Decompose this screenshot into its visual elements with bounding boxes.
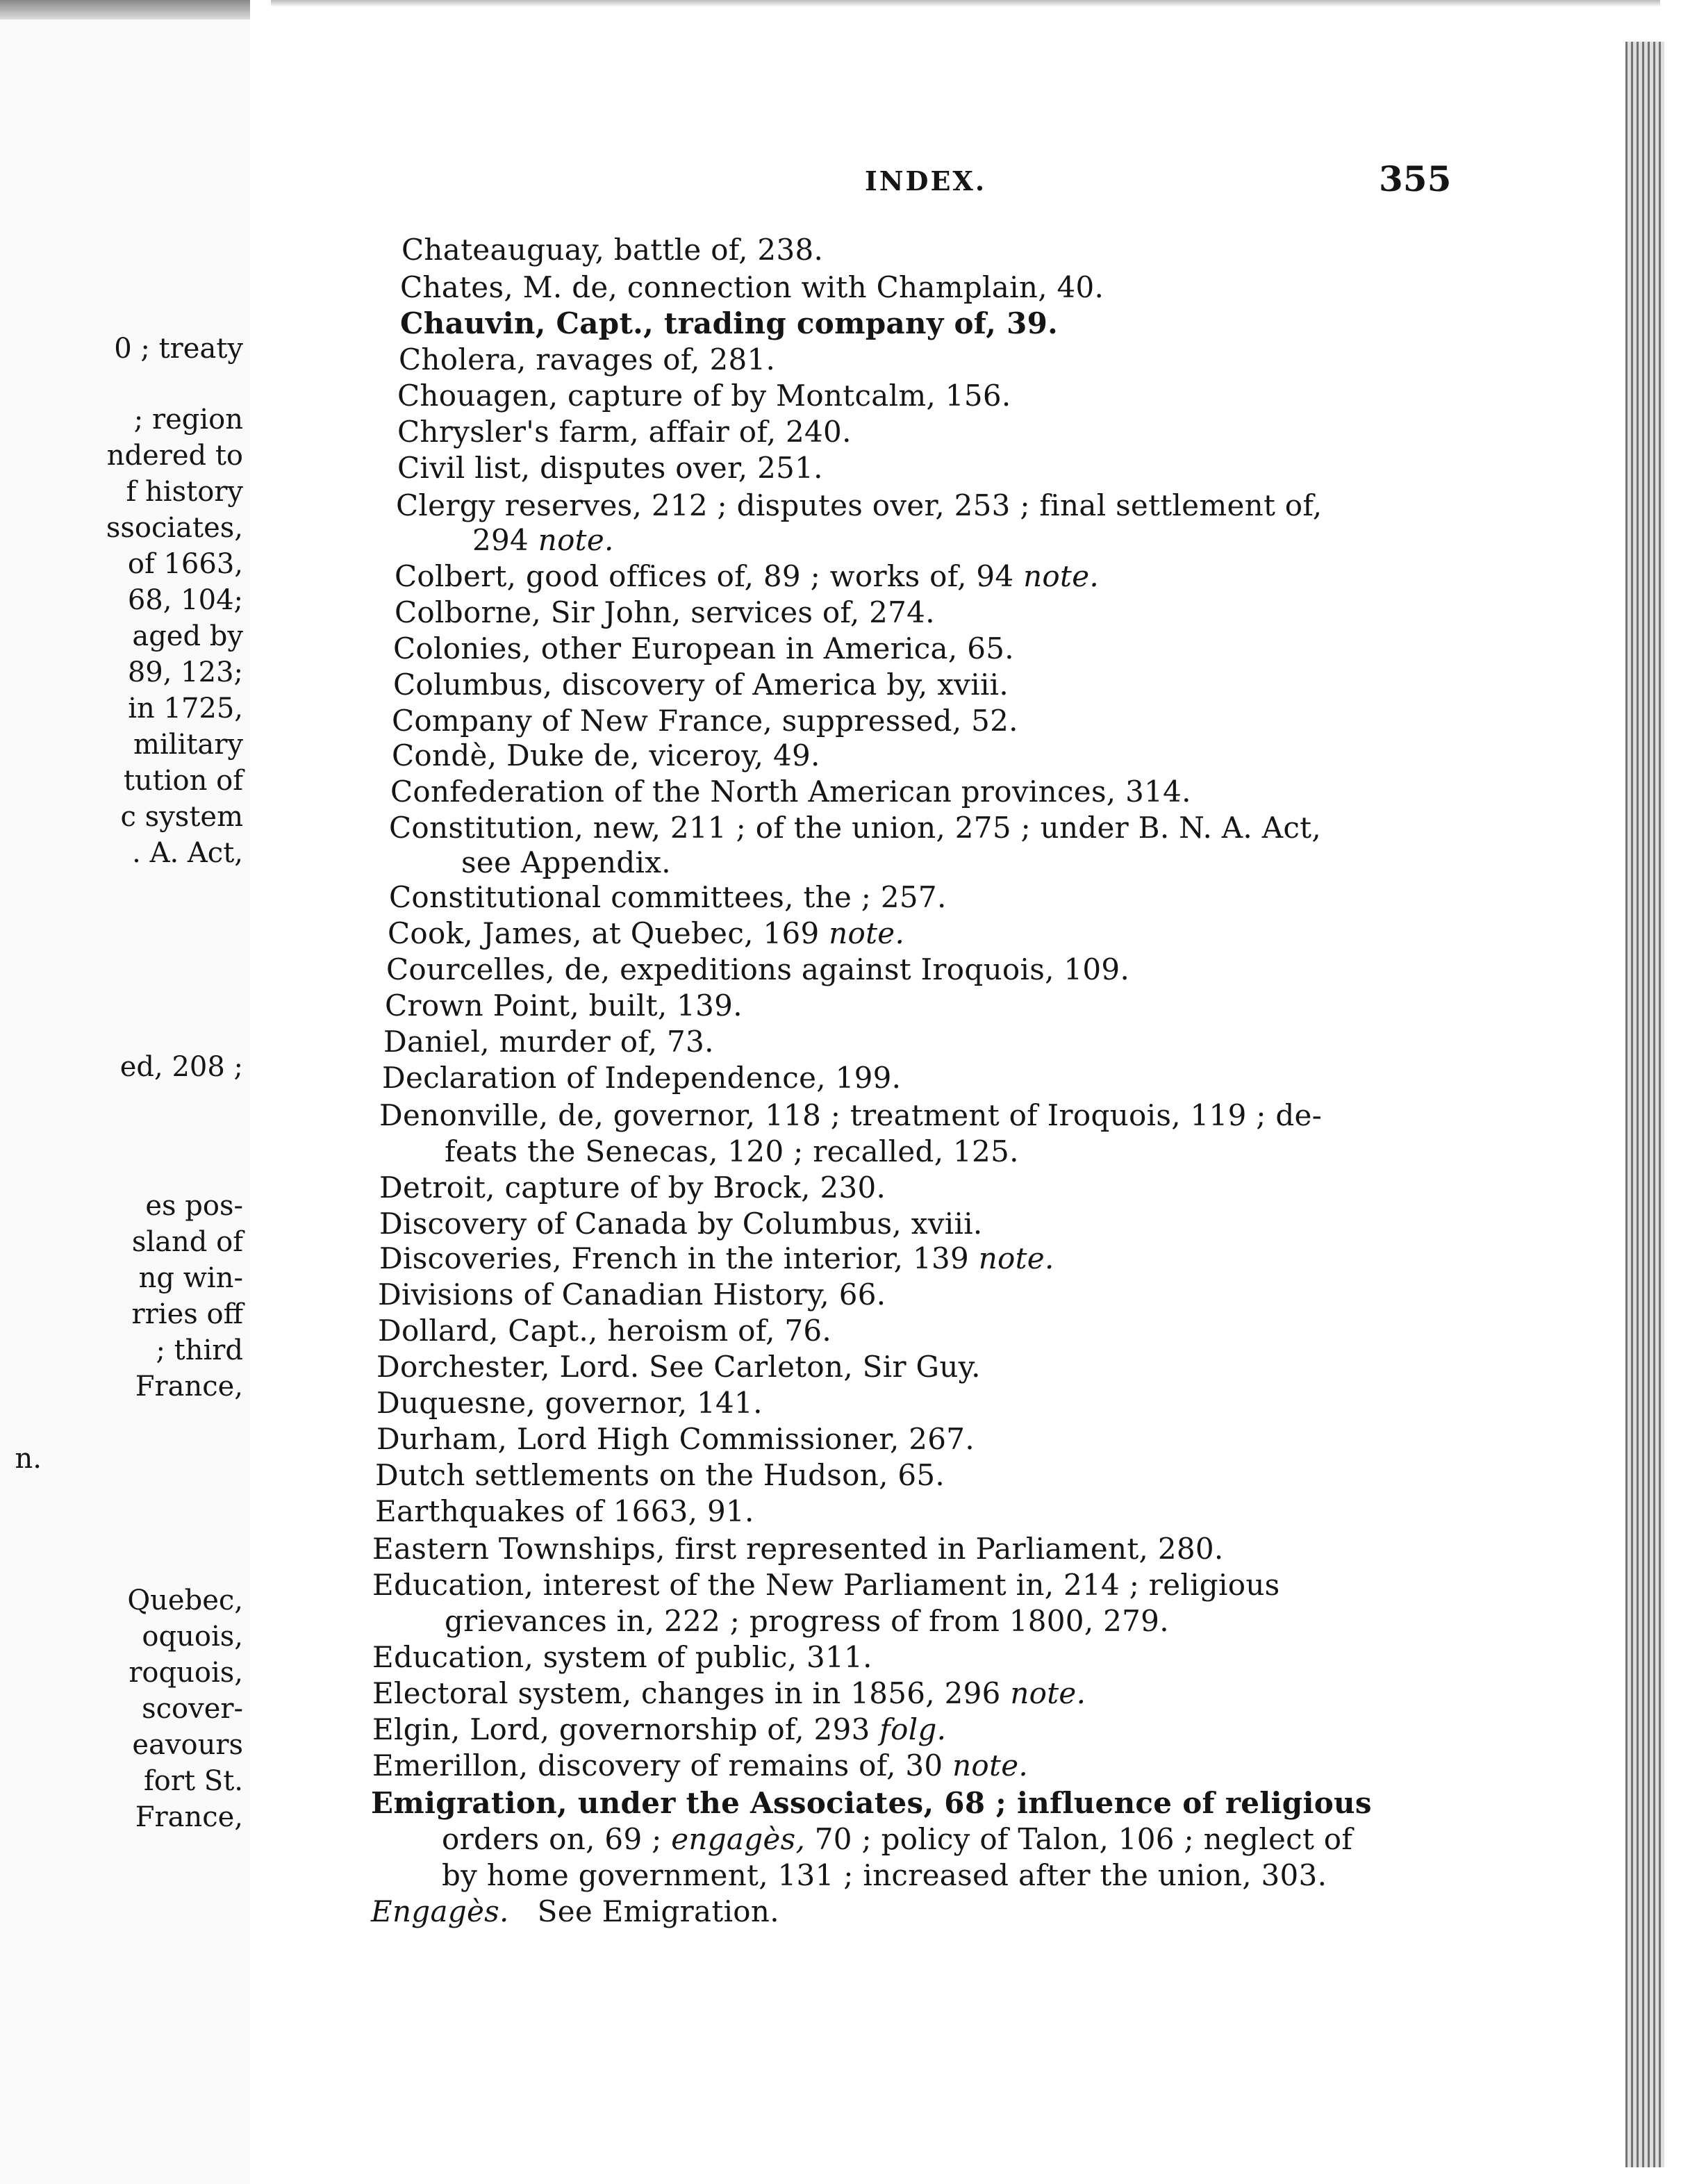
index-line: Earthquakes of 1663, 91.	[375, 1494, 754, 1528]
left-line: n.	[15, 1443, 42, 1475]
index-line: Columbus, discovery of America by, xviii.	[393, 668, 1009, 702]
left-line: oquois,	[142, 1621, 243, 1653]
left-line: fort St.	[144, 1765, 243, 1797]
left-line: tution of	[123, 765, 243, 797]
index-line-text: See Emigration.	[537, 1894, 779, 1928]
index-line-continued	[472, 522, 614, 559]
index-line	[372, 1712, 946, 1748]
index-line: Dollard, Capt., heroism of, 76.	[378, 1314, 832, 1348]
italic-note: note.	[952, 1748, 1028, 1782]
italic-term: Engagès.	[371, 1894, 509, 1928]
left-line: f history	[126, 476, 243, 508]
index-line: Chrysler's farm, affair of, 240.	[397, 415, 852, 449]
index-line: Crown Point, built, 139.	[385, 988, 743, 1023]
index-line: Constitutional committees, the ; 257.	[389, 880, 947, 914]
index-line: Confederation of the North American provinces, 314.	[390, 775, 1191, 809]
index-line-text: Constitution, new, 211 ; of the union, 275 ; under B. N. A. Act,	[389, 811, 1322, 845]
index-line-text: Denonville, de, governor, 118 ; treatment of Iroquois, 119 ; de-	[379, 1098, 1323, 1132]
index-line-text: Elgin, Lord, governorship of, 293	[372, 1712, 870, 1746]
left-line: in 1725,	[128, 693, 243, 725]
index-line	[389, 810, 1434, 846]
left-line: 68, 104;	[127, 584, 243, 616]
left-line: France,	[135, 1801, 243, 1833]
index-line-text: Cook, James, at Quebec, 169	[388, 916, 820, 950]
index-line-continued: by home government, 131 ; increased after the union, 303.	[442, 1858, 1327, 1892]
index-line-text: 70 ; policy of Talon, 106 ; neglect of	[814, 1822, 1353, 1856]
index-line-continued: feats the Senecas, 120 ; recalled, 125.	[445, 1134, 1019, 1168]
index-line	[372, 1676, 1086, 1712]
index-line-continued: see Appendix.	[461, 845, 671, 879]
index-line: Chates, M. de, connection with Champlain, 40.	[400, 270, 1104, 304]
index-line-text: Education, interest of the New Parliament in, 214 ; religious	[372, 1568, 1280, 1602]
index-line: Declaration of Independence, 199.	[382, 1061, 902, 1095]
left-line: ndered to	[106, 440, 243, 472]
left-line: rries off	[131, 1298, 243, 1330]
index-line	[388, 916, 904, 952]
index-line-text: Clergy reserves, 212 ; disputes over, 253 ; final settlement of,	[396, 488, 1323, 522]
index-line	[379, 1241, 1054, 1277]
index-line: Colborne, Sir John, services of, 274.	[395, 595, 935, 629]
index-line-text: Electoral system, changes in in 1856, 296	[372, 1676, 1001, 1710]
index-line: Eastern Townships, first represented in Parliament, 280.	[372, 1532, 1224, 1566]
left-line: ; region	[133, 404, 243, 436]
index-line	[372, 1567, 1418, 1603]
index-line: Cholera, ravages of, 281.	[399, 342, 776, 377]
index-line: Daniel, murder of, 73.	[383, 1025, 714, 1059]
index-line-text: Colbert, good offices of, 89 ; works of, 94	[395, 559, 1014, 593]
index-line: Chouagen, capture of by Montcalm, 156.	[397, 379, 1011, 413]
index-line: Condè, Duke de, viceroy, 49.	[392, 738, 820, 772]
index-line	[371, 1894, 779, 1930]
index-line: Civil list, disputes over, 251.	[397, 451, 823, 485]
index-line	[372, 1748, 1028, 1784]
left-line: ed, 208 ;	[119, 1051, 243, 1083]
index-line	[395, 559, 1099, 595]
index-line: Education, system of public, 311.	[372, 1640, 872, 1674]
left-line: ; third	[156, 1334, 243, 1366]
index-line: Divisions of Canadian History, 66.	[378, 1277, 886, 1312]
index-line: Discovery of Canada by Columbus, xviii.	[379, 1207, 983, 1241]
italic-note: note.	[538, 523, 614, 557]
left-line: roquois,	[129, 1657, 243, 1689]
index-line-text: Emigration, under the Associates, 68 ; influence of religious	[371, 1786, 1372, 1820]
left-line: eavours	[132, 1729, 243, 1761]
index-line: Detroit, capture of by Brock, 230.	[379, 1170, 886, 1205]
left-line: 0 ; treaty	[114, 333, 243, 365]
italic-note: note.	[829, 916, 905, 950]
index-line: Chateauguay, battle of, 238.	[401, 233, 824, 267]
italic-note: note.	[1023, 559, 1099, 593]
index-line: Durham, Lord High Commissioner, 267.	[376, 1422, 975, 1456]
page-top-shadow	[0, 0, 250, 19]
left-page-fragment	[0, 0, 252, 2184]
left-line: scover-	[142, 1693, 243, 1725]
index-line-continued: grievances in, 222 ; progress of from 1800, 279.	[445, 1604, 1169, 1638]
italic-note: note.	[1010, 1676, 1086, 1710]
page-number: 355	[1379, 158, 1452, 199]
index-line	[379, 1098, 1428, 1134]
left-line: of 1663,	[127, 548, 243, 580]
left-line: Quebec,	[127, 1585, 243, 1616]
page-top-edge	[271, 0, 1660, 7]
left-line: es pos-	[145, 1190, 243, 1222]
index-line: Company of New France, suppressed, 52.	[392, 704, 1018, 738]
left-line: aged by	[132, 620, 243, 652]
index-line: Duquesne, governor, 141.	[376, 1386, 763, 1420]
index-line-text: 294	[472, 523, 529, 557]
left-line: sland of	[131, 1226, 243, 1258]
index-line-text: orders on, 69 ;	[442, 1822, 662, 1856]
index-line	[396, 488, 1438, 524]
index-line-text: Discoveries, French in the interior, 139	[379, 1241, 970, 1275]
italic-note: folg.	[879, 1712, 947, 1746]
left-line: ssociates,	[106, 512, 243, 544]
left-line: . A. Act,	[132, 837, 243, 869]
italic-note: engagès,	[671, 1822, 806, 1856]
index-line: Dorchester, Lord. See Carleton, Sir Guy.	[376, 1350, 981, 1384]
running-header-title: INDEX.	[865, 165, 987, 197]
index-line: Courcelles, de, expeditions against Iroquois, 109.	[386, 952, 1130, 986]
left-line: France,	[135, 1371, 243, 1403]
italic-note: note.	[978, 1241, 1054, 1275]
index-line-text: Emerillon, discovery of remains of, 30	[372, 1748, 943, 1782]
page-stack-edge	[1625, 42, 1664, 2167]
index-line: Dutch settlements on the Hudson, 65.	[375, 1458, 945, 1492]
left-line: ng win-	[138, 1262, 243, 1294]
index-line-continued	[442, 1821, 1352, 1858]
index-line	[371, 1785, 1416, 1821]
index-line: Chauvin, Capt., trading company of, 39.	[400, 306, 1059, 340]
left-line: c system	[120, 801, 243, 833]
index-line: Colonies, other European in America, 65.	[393, 631, 1014, 665]
left-line: 89, 123;	[127, 656, 243, 688]
left-line: military	[133, 729, 243, 761]
